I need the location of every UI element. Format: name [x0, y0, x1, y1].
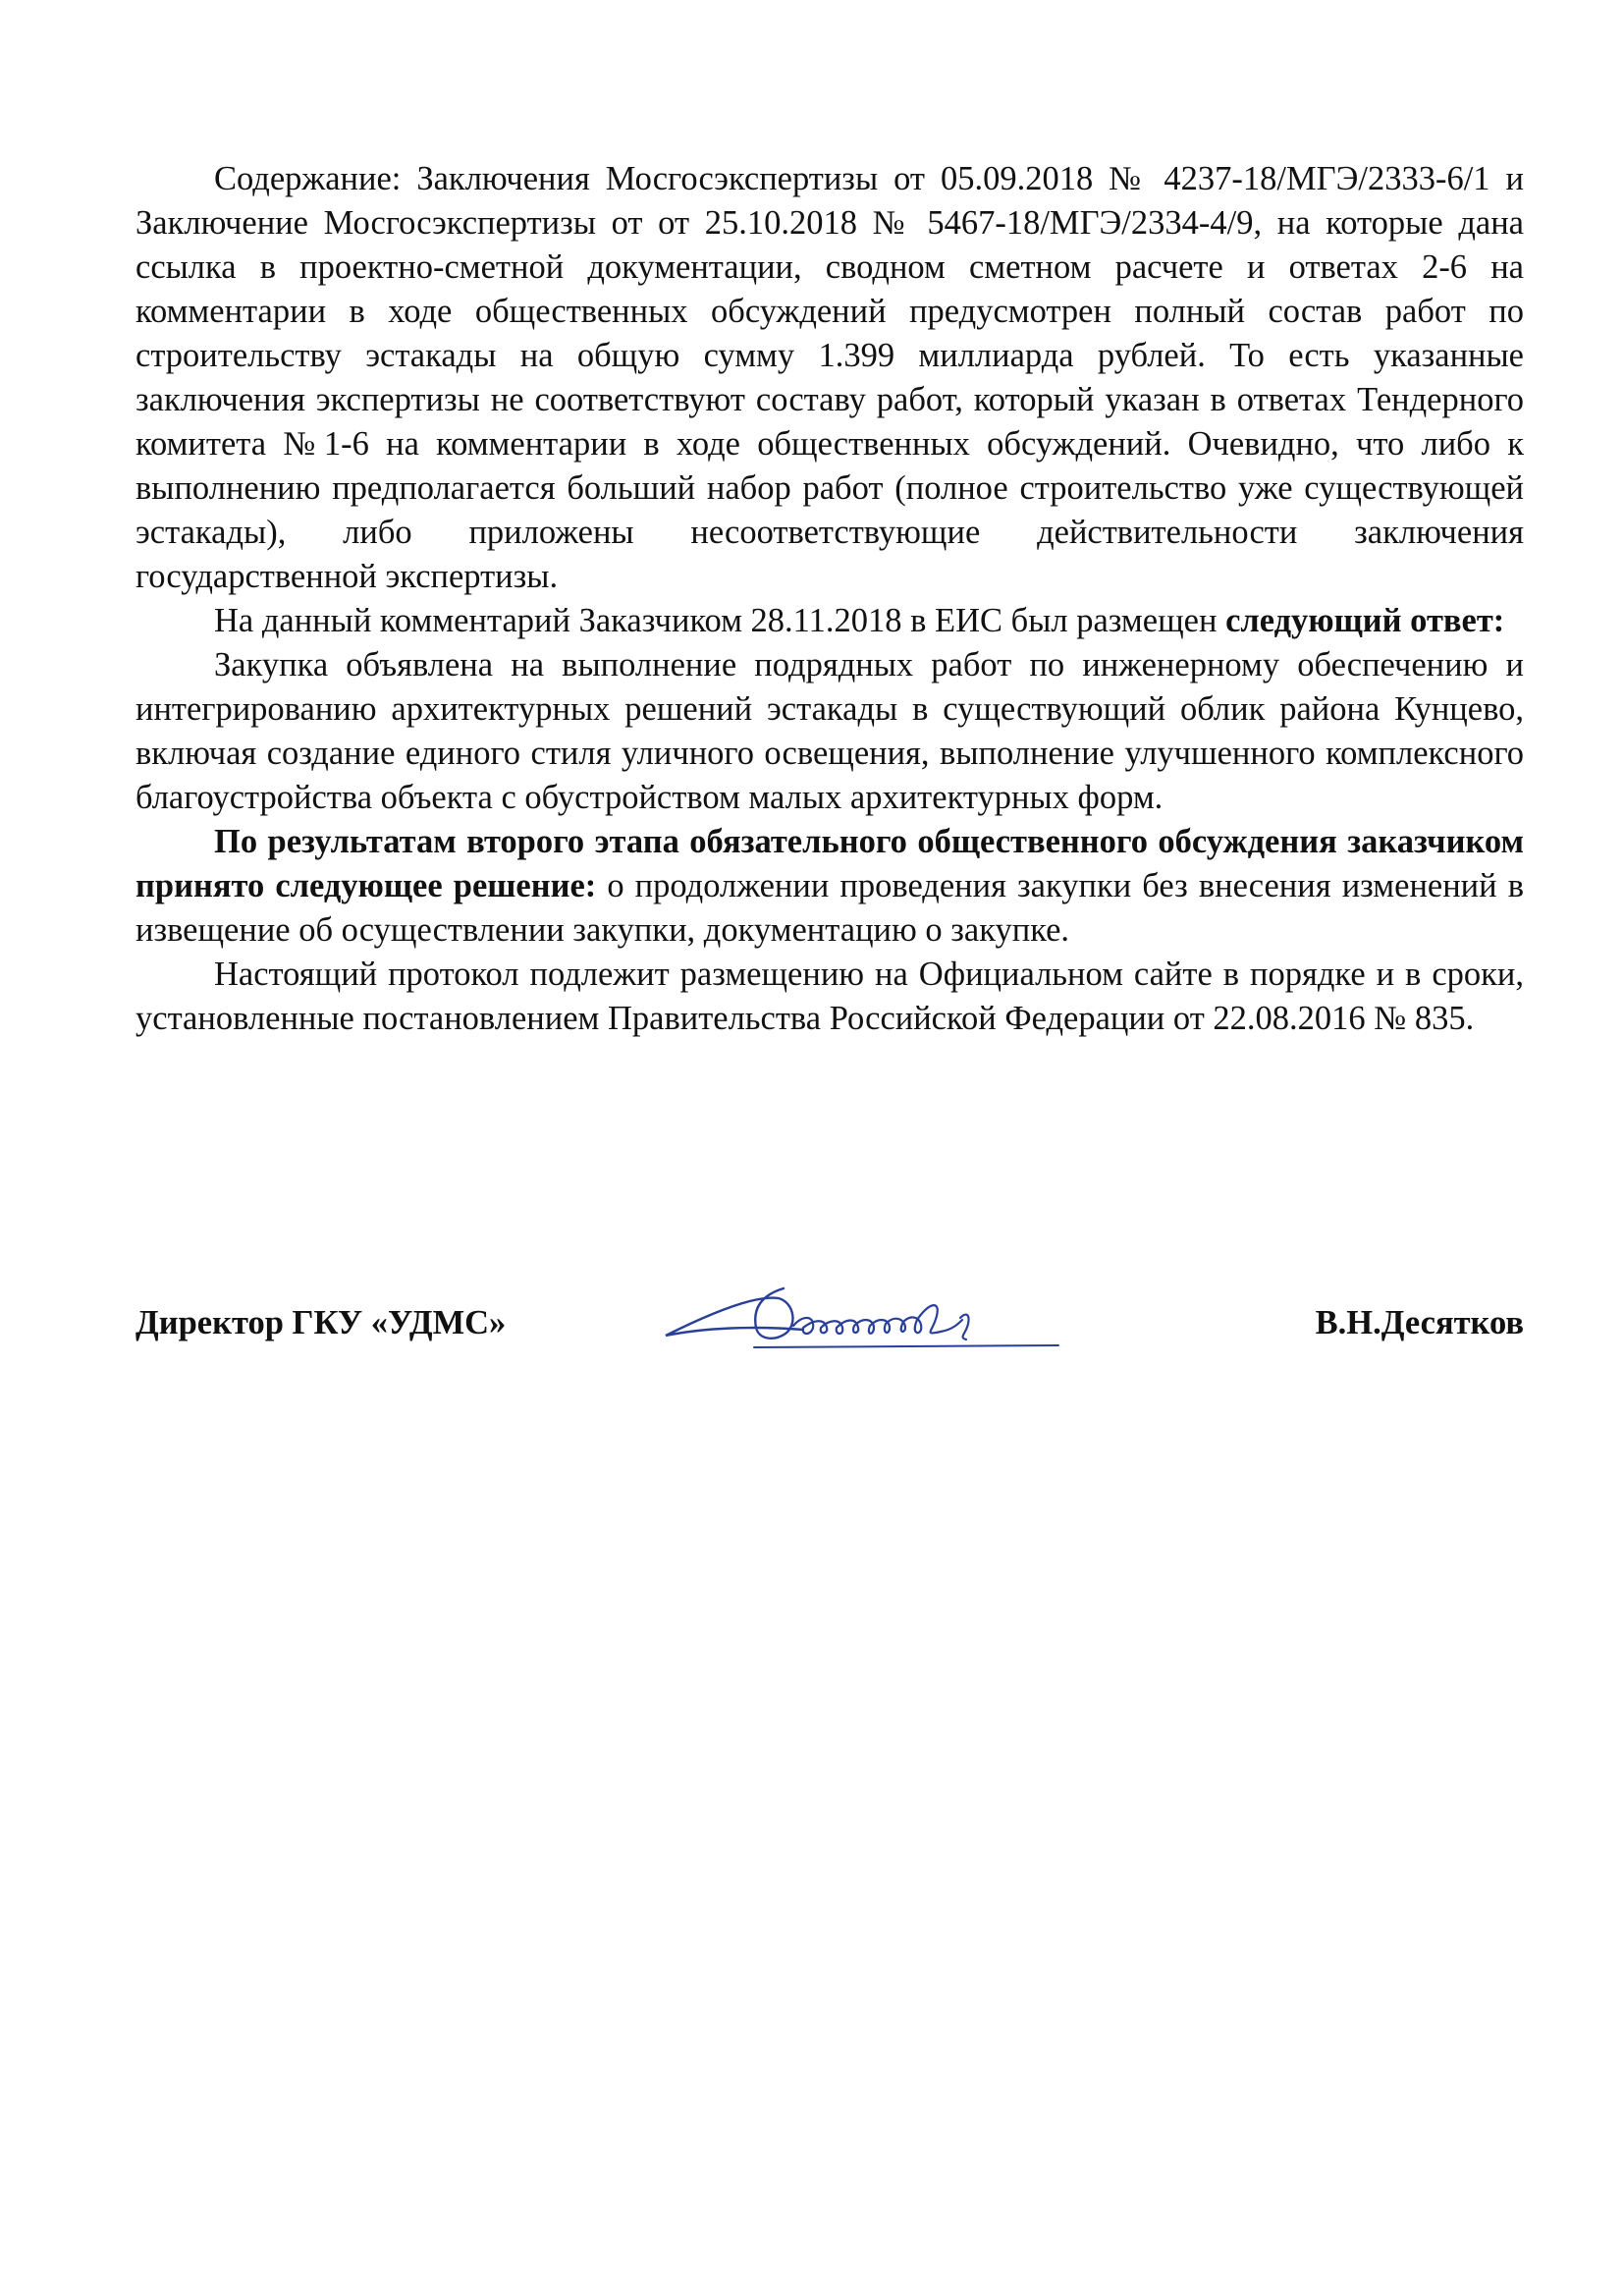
signatory-name: В.Н.Десятков [1315, 1304, 1524, 1341]
paragraph-decision-text: о продолжении проведения закупки без внесения изменений в извещение об осуществлении закупки, документацию о закупке. [135, 867, 1524, 949]
paragraph-customer-reply [135, 643, 1524, 820]
handwritten-signature-icon [646, 1277, 1157, 1365]
paragraph-reply-intro-text: На данный комментарий Заказчиком 28.11.2018 в ЕИС был размещен [214, 602, 1226, 639]
signatory-position: Директор ГКУ «УДМС» [135, 1304, 507, 1341]
paragraph-content [135, 157, 1524, 599]
paragraph-publication-text: Настоящий протокол подлежит размещению на Официальном сайте в порядке и в сроки, установленные постановлением Правительства Российской Федерации от 22.08.2016 № 835. [135, 956, 1524, 1037]
signature-block [135, 1277, 1524, 1365]
paragraph-decision [135, 820, 1524, 953]
paragraph-customer-reply-intro [135, 599, 1524, 643]
paragraph-decision-bold: По результатам второго этапа обязательного общественного обсуждения заказчиком принято следующее решение: [135, 823, 1524, 904]
paragraph-reply-text: Закупка объявлена на выполнение подрядных работ по инженерному обеспечению и интегрированию архитектурных решений эстакады в существующий облик района Кунцево, включая создание единого стиля уличного освещения, выполнение улучшенного комплексного благоустройства объекта с обустройством малых архитектурных форм. [135, 646, 1524, 816]
document-body [135, 157, 1524, 1041]
paragraph-publication [135, 953, 1524, 1041]
paragraph-reply-intro-bold: следующий ответ: [1225, 602, 1505, 639]
paragraph-content-text: Содержание: Заключения Мосгосэкспертизы от 05.09.2018 № 4237-18/МГЭ/2333-6/1 и Заключение Мосгосэкспертизы от от 25.10.2018 № 5467-18/МГЭ/2334-4/9, на которые дана ссылка в проектно-сметной документации, сводном сметном расчете и ответах 2-6 на комментарии в ходе общественных обсуждений предусмотрен полный состав работ по строительству эстакады на общую сумму 1.399 миллиарда рублей. То есть указанные заключения экспертизы не соответствуют составу работ, который указан в ответах Тендерного комитета №1-6 на комментарии в ходе общественных обсуждений. Очевидно, что либо к выполнению предполагается больший набор работ (полное строительство уже существующей эстакады), либо приложены несоответствующие действительности заключения государственной экспертизы. [135, 160, 1524, 595]
